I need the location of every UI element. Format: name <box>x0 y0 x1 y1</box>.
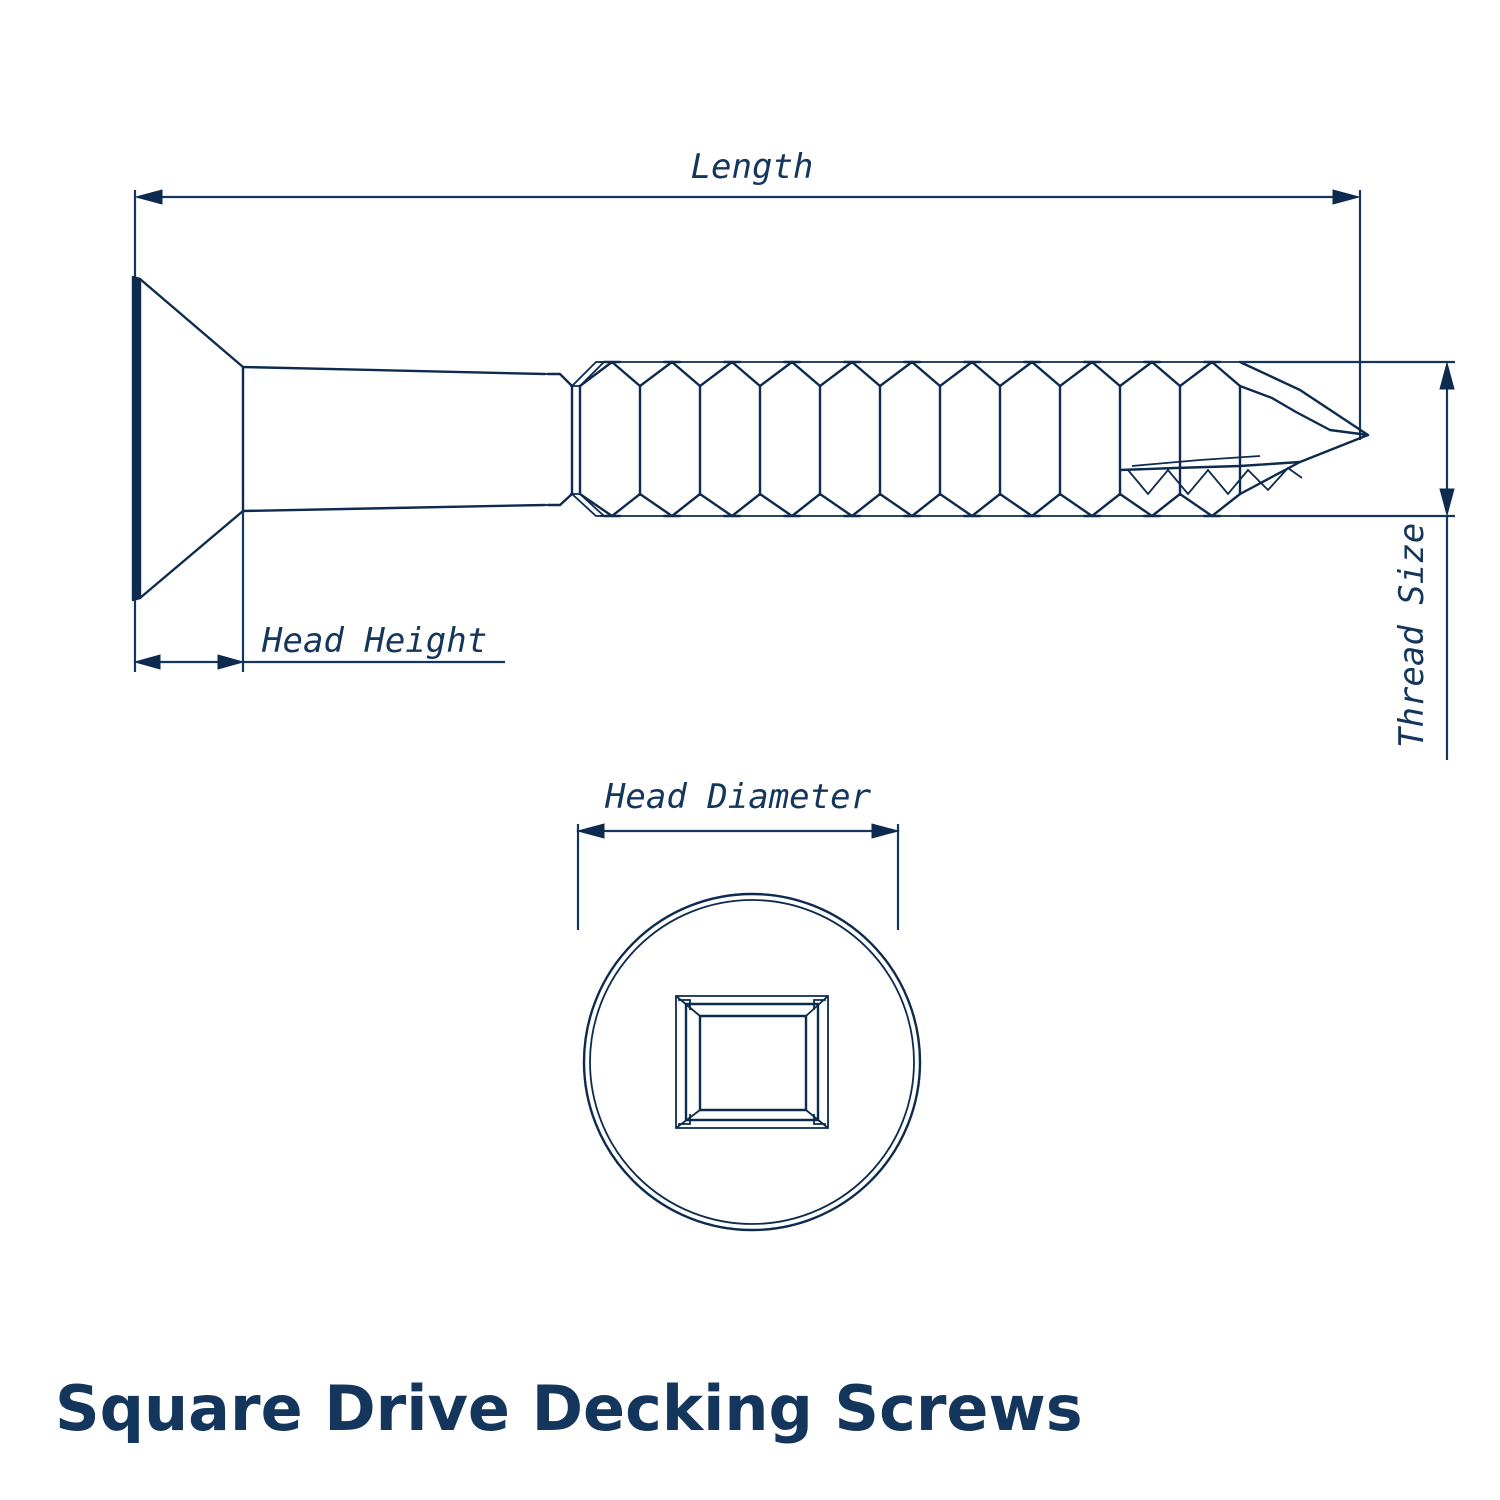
thread-teeth-top <box>580 362 1240 386</box>
point-serrations <box>1128 468 1302 494</box>
ts-arrow-top <box>1440 363 1454 389</box>
length-arrow-right <box>1333 190 1359 204</box>
square-drive-outer <box>686 1004 818 1120</box>
thread-teeth-bottom <box>580 494 1240 516</box>
thread-partial-top <box>572 362 604 386</box>
label-head-height: Head Height <box>262 621 488 661</box>
screw-side-view <box>133 277 1368 600</box>
hd-arrow-right <box>872 824 898 838</box>
thread-root-lines <box>580 386 1240 494</box>
hh-arrow-left <box>135 655 160 669</box>
hh-arrow-right <box>218 655 243 669</box>
head-inner-circle <box>590 900 914 1224</box>
point-core-bottom <box>1120 462 1300 470</box>
dimension-head-diameter <box>578 824 898 930</box>
thread-crest-caps <box>604 362 1220 516</box>
dimension-length <box>135 190 1360 440</box>
screw-head-top-view <box>584 894 920 1230</box>
label-length: Length <box>690 147 814 187</box>
head-outer-circle <box>584 894 920 1230</box>
label-head-diameter: Head Diameter <box>604 777 872 817</box>
thread-start <box>548 374 572 505</box>
head-cone-bottom <box>140 505 545 598</box>
head-cone-top <box>140 279 545 374</box>
ts-arrow-bottom <box>1440 489 1454 515</box>
hd-arrow-left <box>578 824 604 838</box>
page-title: Square Drive Decking Screws <box>55 1372 1083 1445</box>
thread-partial-bottom <box>572 494 604 516</box>
label-thread-size: Thread Size <box>1392 522 1432 748</box>
screw-point-envelope <box>1240 362 1368 494</box>
length-arrow-left <box>136 190 162 204</box>
square-drive-inner <box>700 1016 806 1110</box>
